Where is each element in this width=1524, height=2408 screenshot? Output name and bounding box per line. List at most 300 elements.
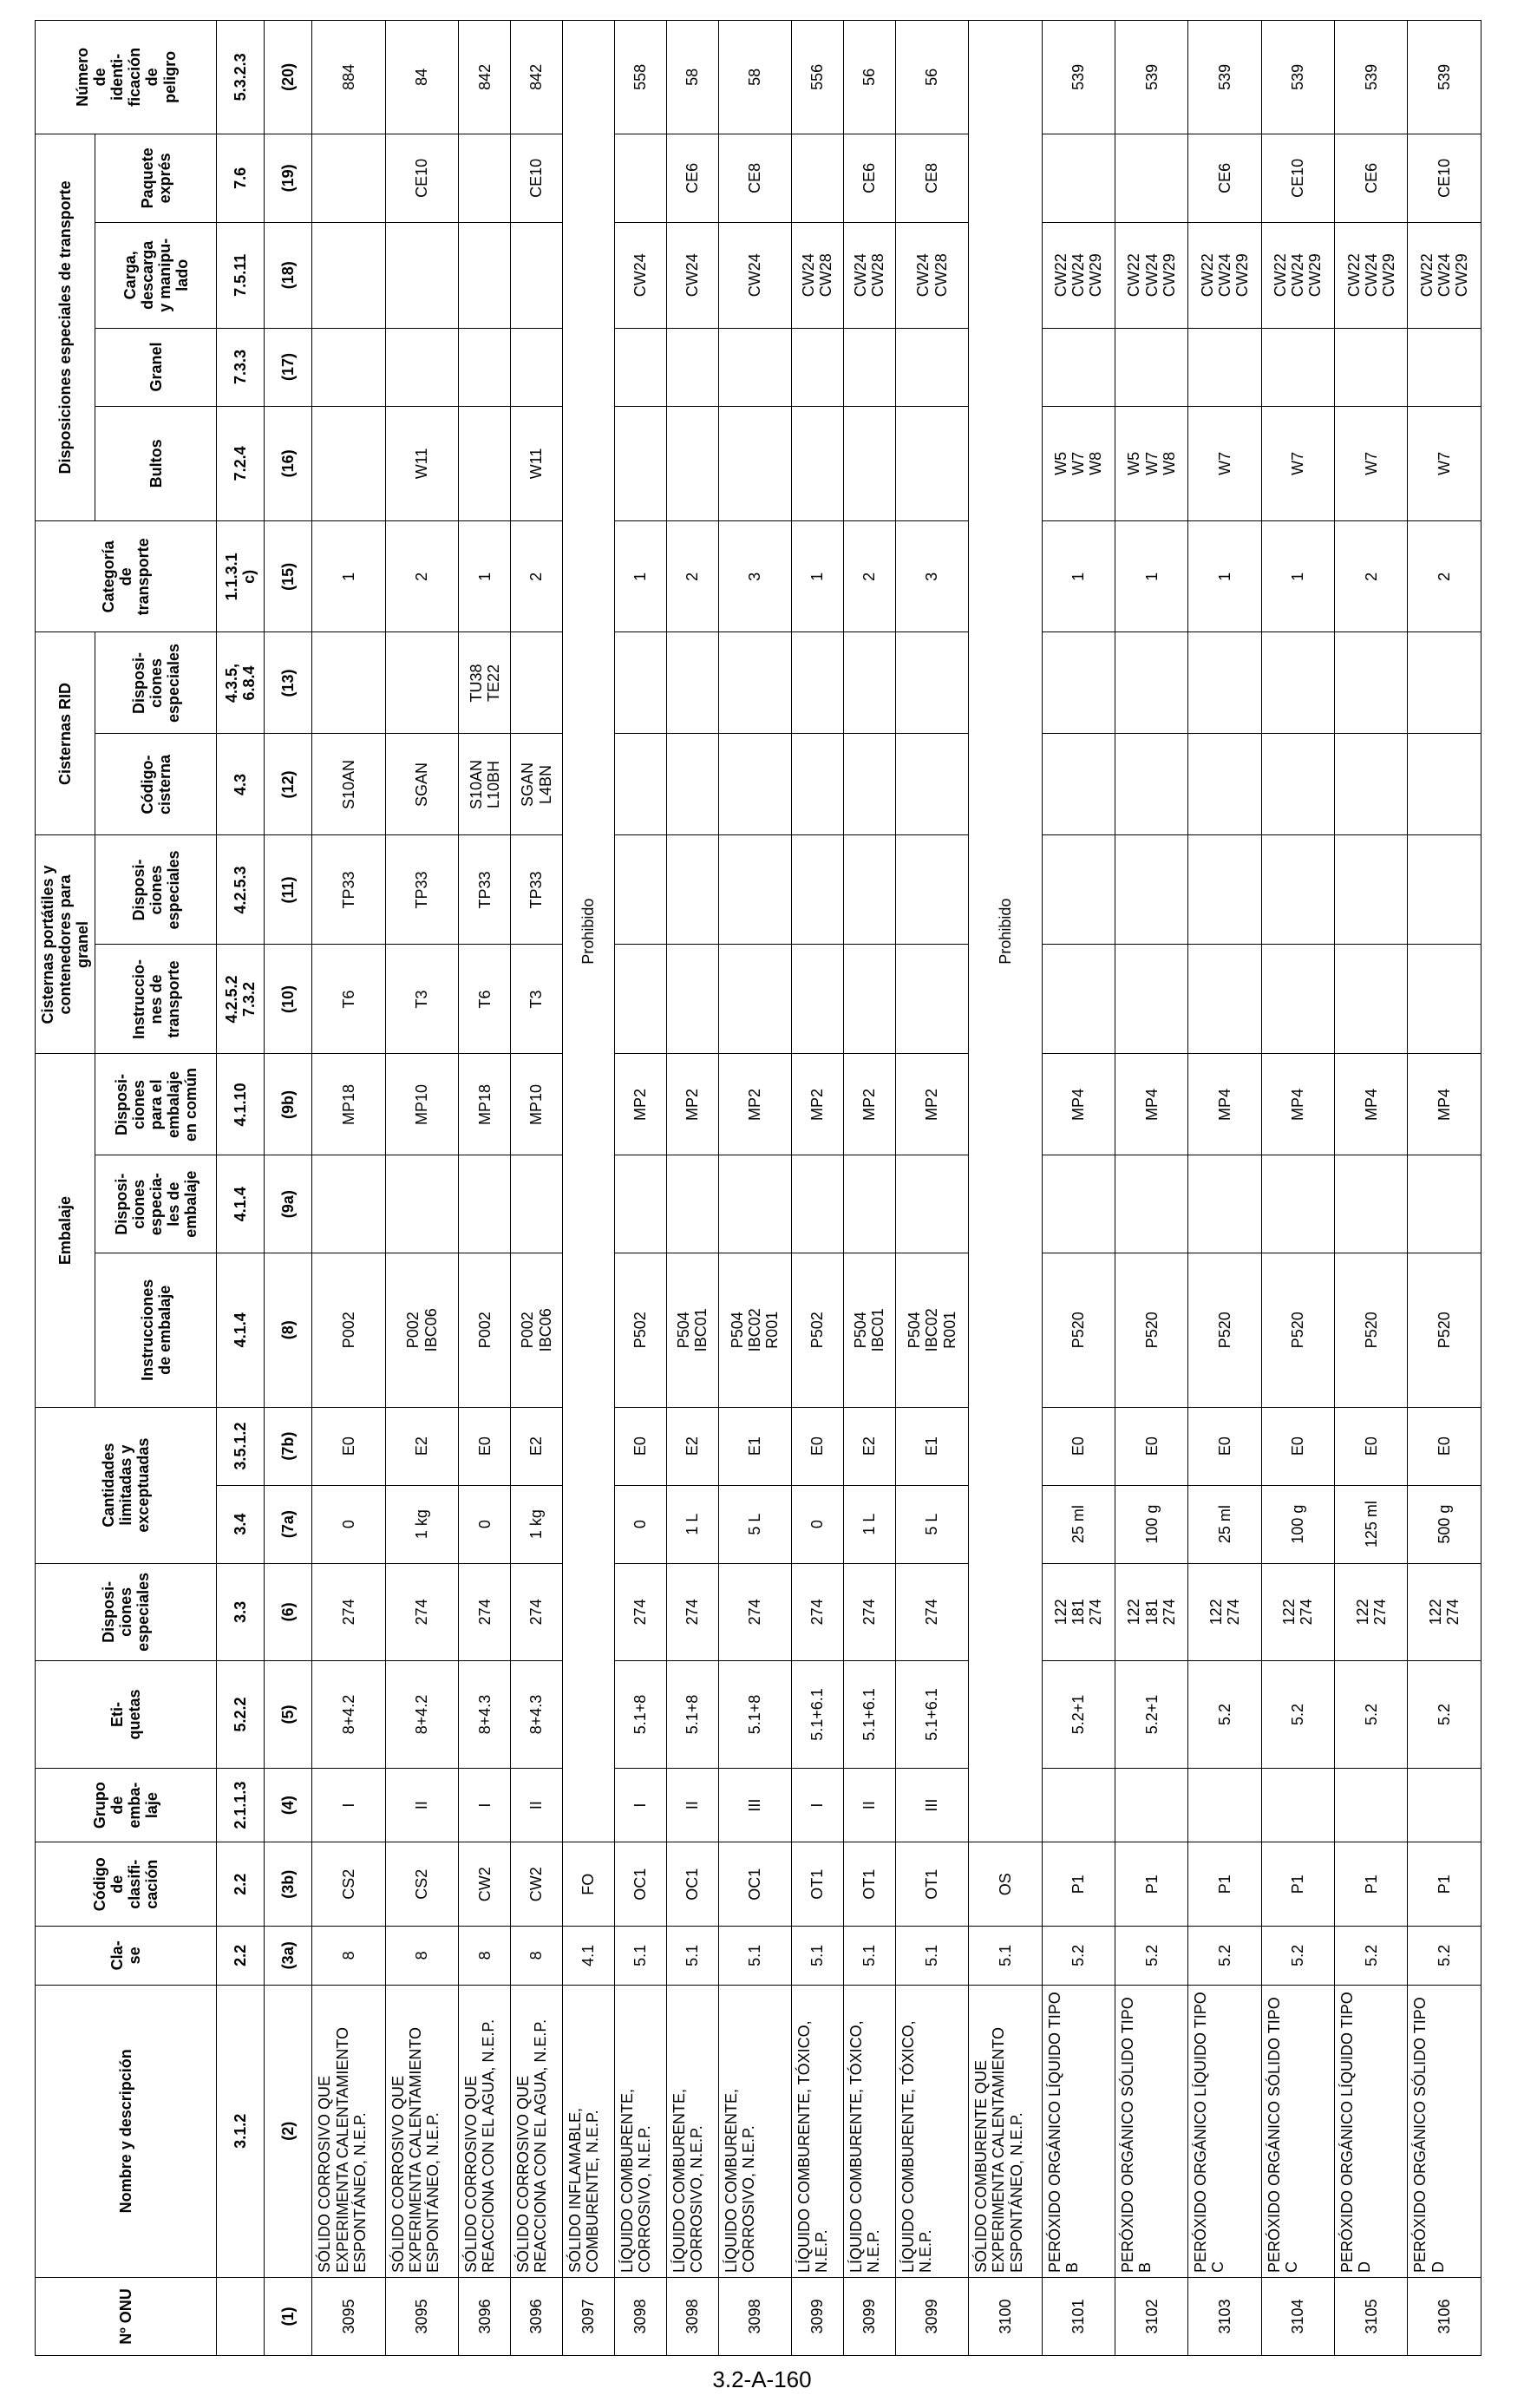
header-categoria: Categoría de transporte bbox=[36, 521, 217, 632]
header-cantidades: Cantidades limitadas y exceptuadas bbox=[36, 1407, 217, 1563]
cell-c16: W5 W7 W8 bbox=[1115, 406, 1187, 521]
cell-c13 bbox=[1115, 632, 1187, 734]
cell-c19 bbox=[614, 134, 666, 222]
cell-c17 bbox=[511, 328, 563, 406]
reference-cell: 4.3 bbox=[217, 734, 265, 835]
cell-c8: P002 IBC06 bbox=[385, 1253, 458, 1407]
header-disp-esp: Disposi- ciones especiales bbox=[36, 1563, 217, 1660]
un-number-cell: 3098 bbox=[718, 2278, 791, 2356]
cell-c9a bbox=[843, 1155, 895, 1253]
cell-c7a: 5 L bbox=[895, 1485, 968, 1563]
cell-c11: TP33 bbox=[511, 835, 563, 945]
cell-c11 bbox=[666, 835, 718, 945]
reference-cell: 7.6 bbox=[217, 134, 265, 222]
cell-c12 bbox=[1408, 734, 1481, 835]
cell-c19 bbox=[1042, 134, 1115, 222]
un-number-cell: 3102 bbox=[1115, 2278, 1187, 2356]
un-number-cell: 3096 bbox=[459, 2278, 511, 2356]
cell-c7b: E2 bbox=[511, 1407, 563, 1485]
cell-c3b: P1 bbox=[1042, 1842, 1115, 1927]
cell-c4 bbox=[1188, 1768, 1261, 1842]
cell-c6: 274 bbox=[792, 1563, 844, 1660]
cell-c7b: E0 bbox=[1115, 1407, 1187, 1485]
un-number-cell: 3099 bbox=[895, 2278, 968, 2356]
cell-c7b: E0 bbox=[459, 1407, 511, 1485]
table-row bbox=[969, 21, 1042, 2356]
cell-c13 bbox=[511, 632, 563, 734]
cell-c9a bbox=[1042, 1155, 1115, 1253]
cell-c4 bbox=[1335, 1768, 1408, 1842]
cell-c16 bbox=[895, 406, 968, 521]
cell-c13 bbox=[312, 632, 385, 734]
cell-c7a: 25 ml bbox=[1042, 1485, 1115, 1563]
class-cell: 5.1 bbox=[792, 1927, 844, 1985]
cell-c5: 5.2+1 bbox=[1042, 1661, 1115, 1769]
cell-c3b: P1 bbox=[1408, 1842, 1481, 1927]
cell-c11 bbox=[895, 835, 968, 945]
reference-cell: 7.5.11 bbox=[217, 223, 265, 328]
cell-c4 bbox=[1042, 1768, 1115, 1842]
header-peligro: Número de identi- ficación de peligro bbox=[36, 21, 217, 134]
cell-c12 bbox=[1261, 734, 1334, 835]
reference-cell: 7.3.3 bbox=[217, 328, 265, 406]
cell-c9b: MP2 bbox=[718, 1054, 791, 1155]
column-number-cell: (19) bbox=[265, 134, 312, 222]
name-cell: SÓLIDO CORROSIVO QUE EXPERIMENTA CALENTAMIENTO ESPONTÁNEO, N.E.P. bbox=[312, 1985, 385, 2277]
header-disp-esp-rid: Disposi- ciones especiales bbox=[95, 632, 217, 734]
cell-c3b: OT1 bbox=[895, 1842, 968, 1927]
cell-c5: 5.2 bbox=[1261, 1661, 1334, 1769]
cell-c7a: 1 kg bbox=[511, 1485, 563, 1563]
cell-c11: TP33 bbox=[312, 835, 385, 945]
cell-c7b: E1 bbox=[718, 1407, 791, 1485]
column-number-cell: (1) bbox=[265, 2278, 312, 2356]
column-number-cell: (4) bbox=[265, 1768, 312, 1842]
cell-c20: 58 bbox=[666, 21, 718, 134]
class-cell: 5.1 bbox=[666, 1927, 718, 1985]
cell-c11 bbox=[718, 835, 791, 945]
cell-c7a: 25 ml bbox=[1188, 1485, 1261, 1563]
cell-c9b: MP4 bbox=[1335, 1054, 1408, 1155]
header-cisternas-port: Cisternas portátiles y contenedores para granel bbox=[36, 835, 95, 1054]
cell-c5: 8+4.2 bbox=[385, 1661, 458, 1769]
cell-c17 bbox=[1115, 328, 1187, 406]
class-cell: 5.2 bbox=[1335, 1927, 1408, 1985]
cell-c8: P002 bbox=[312, 1253, 385, 1407]
table-row bbox=[614, 21, 666, 2356]
column-number-cell: (16) bbox=[265, 406, 312, 521]
class-cell: 8 bbox=[385, 1927, 458, 1985]
cell-c15: 2 bbox=[1408, 521, 1481, 632]
class-cell: 8 bbox=[312, 1927, 385, 1985]
cell-c11: TP33 bbox=[459, 835, 511, 945]
header-grupo: Grupo de emba- laje bbox=[36, 1768, 217, 1842]
reference-cell: 3.3 bbox=[217, 1563, 265, 1660]
un-number-cell: 3097 bbox=[563, 2278, 615, 2356]
cell-c10 bbox=[718, 945, 791, 1054]
cell-c3b: P1 bbox=[1188, 1842, 1261, 1927]
cell-c12: S10AN L10BH bbox=[459, 734, 511, 835]
cell-c3b: CW2 bbox=[511, 1842, 563, 1927]
cell-c8: P520 bbox=[1335, 1253, 1408, 1407]
cell-c7b: E0 bbox=[312, 1407, 385, 1485]
cell-c9a bbox=[1115, 1155, 1187, 1253]
cell-c17 bbox=[1335, 328, 1408, 406]
cell-c5: 5.2 bbox=[1408, 1661, 1481, 1769]
cell-c9b: MP10 bbox=[511, 1054, 563, 1155]
cell-c17 bbox=[1408, 328, 1481, 406]
cell-c7b: E1 bbox=[895, 1407, 968, 1485]
column-number-cell: (15) bbox=[265, 521, 312, 632]
classification-code-cell: OS bbox=[969, 1842, 1042, 1927]
cell-c15: 3 bbox=[718, 521, 791, 632]
cell-c12 bbox=[718, 734, 791, 835]
cell-c3b: OC1 bbox=[614, 1842, 666, 1927]
table-row bbox=[312, 21, 385, 2356]
cell-c9a bbox=[792, 1155, 844, 1253]
cell-c7b: E0 bbox=[1335, 1407, 1408, 1485]
column-number-cell: (9b) bbox=[265, 1054, 312, 1155]
cell-c18 bbox=[459, 223, 511, 328]
reference-cell: 5.3.2.3 bbox=[217, 21, 265, 134]
cell-c20: 539 bbox=[1042, 21, 1115, 134]
cell-c18: CW22 CW24 CW29 bbox=[1335, 223, 1408, 328]
cell-c5: 8+4.3 bbox=[459, 1661, 511, 1769]
header-name: Nombre y descripción bbox=[36, 1985, 217, 2277]
cell-c12 bbox=[666, 734, 718, 835]
header-codigo: Código de clasifi- cación bbox=[36, 1842, 217, 1927]
cell-c4: II bbox=[843, 1768, 895, 1842]
prohibited-cell: Prohibido bbox=[969, 21, 1042, 1842]
cell-c11 bbox=[792, 835, 844, 945]
cell-c12 bbox=[1335, 734, 1408, 835]
cell-c15: 2 bbox=[843, 521, 895, 632]
un-number-cell: 3103 bbox=[1188, 2278, 1261, 2356]
cell-c11 bbox=[1408, 835, 1481, 945]
column-number-row bbox=[265, 21, 312, 2356]
header-cisternas-rid: Cisternas RID bbox=[36, 632, 95, 835]
column-number-cell: (8) bbox=[265, 1253, 312, 1407]
class-cell: 5.1 bbox=[718, 1927, 791, 1985]
cell-c5: 5.1+8 bbox=[614, 1661, 666, 1769]
class-cell: 5.2 bbox=[1188, 1927, 1261, 1985]
column-number-cell: (3a) bbox=[265, 1927, 312, 1985]
name-cell: LÍQUIDO COMBURENTE, TÓXICO, N.E.P. bbox=[843, 1985, 895, 2277]
cell-c7a: 125 ml bbox=[1335, 1485, 1408, 1563]
cell-c11: TP33 bbox=[385, 835, 458, 945]
cell-c9a bbox=[385, 1155, 458, 1253]
cell-c15: 1 bbox=[614, 521, 666, 632]
un-number-cell: 3104 bbox=[1261, 2278, 1334, 2356]
cell-c7a: 5 L bbox=[718, 1485, 791, 1563]
cell-c19 bbox=[1115, 134, 1187, 222]
cell-c13 bbox=[666, 632, 718, 734]
cell-c4 bbox=[1261, 1768, 1334, 1842]
cell-c12 bbox=[1115, 734, 1187, 835]
cell-c15: 3 bbox=[895, 521, 968, 632]
cell-c7a: 1 L bbox=[666, 1485, 718, 1563]
table-row bbox=[1188, 21, 1261, 2356]
cell-c20: 539 bbox=[1188, 21, 1261, 134]
cell-c10 bbox=[1261, 945, 1334, 1054]
cell-c3b: CW2 bbox=[459, 1842, 511, 1927]
cell-c12: SGAN L4BN bbox=[511, 734, 563, 835]
cell-c12 bbox=[843, 734, 895, 835]
cell-c13 bbox=[1335, 632, 1408, 734]
cell-c6: 274 bbox=[511, 1563, 563, 1660]
cell-c16 bbox=[666, 406, 718, 521]
cell-c10 bbox=[1335, 945, 1408, 1054]
column-number-cell: (18) bbox=[265, 223, 312, 328]
name-cell: SÓLIDO CORROSIVO QUE EXPERIMENTA CALENTAMIENTO ESPONTÁNEO, N.E.P. bbox=[385, 1985, 458, 2277]
cell-c8: P502 bbox=[792, 1253, 844, 1407]
name-cell: LÍQUIDO COMBURENTE, CORROSIVO, N.E.P. bbox=[614, 1985, 666, 2277]
cell-c15: 1 bbox=[1115, 521, 1187, 632]
cell-c19: CE8 bbox=[895, 134, 968, 222]
cell-c13 bbox=[718, 632, 791, 734]
cell-c7a: 100 g bbox=[1261, 1485, 1334, 1563]
column-number-cell: (17) bbox=[265, 328, 312, 406]
class-cell: 8 bbox=[459, 1927, 511, 1985]
cell-c7b: E0 bbox=[1188, 1407, 1261, 1485]
cell-c19: CE10 bbox=[1261, 134, 1334, 222]
cell-c5: 5.1+6.1 bbox=[895, 1661, 968, 1769]
cell-c10 bbox=[1188, 945, 1261, 1054]
reference-cell: 4.2.5.3 bbox=[217, 835, 265, 945]
cell-c10 bbox=[895, 945, 968, 1054]
cell-c8: P520 bbox=[1115, 1253, 1187, 1407]
cell-c6: 274 bbox=[718, 1563, 791, 1660]
table-row bbox=[792, 21, 844, 2356]
cell-c8: P002 bbox=[459, 1253, 511, 1407]
cell-c18: CW24 CW28 bbox=[843, 223, 895, 328]
cell-c9b: MP4 bbox=[1115, 1054, 1187, 1155]
cell-c18: CW22 CW24 CW29 bbox=[1408, 223, 1481, 328]
cell-c7a: 0 bbox=[459, 1485, 511, 1563]
cell-c9b: MP4 bbox=[1408, 1054, 1481, 1155]
reference-cell: 4.2.5.2 7.3.2 bbox=[217, 945, 265, 1054]
name-cell: PERÓXIDO ORGÁNICO LÍQUIDO TIPO D bbox=[1335, 1985, 1408, 2277]
cell-c5: 5.1+6.1 bbox=[843, 1661, 895, 1769]
header-instr-emb: Instrucciones de embalaje bbox=[95, 1253, 217, 1407]
header-bultos: Bultos bbox=[95, 406, 217, 521]
un-number-cell: 3095 bbox=[312, 2278, 385, 2356]
un-number-cell: 3106 bbox=[1408, 2278, 1481, 2356]
cell-c19: CE10 bbox=[511, 134, 563, 222]
name-cell: LÍQUIDO COMBURENTE, TÓXICO, N.E.P. bbox=[895, 1985, 968, 2277]
cell-c13 bbox=[1408, 632, 1481, 734]
cell-c16: W7 bbox=[1261, 406, 1334, 521]
cell-c7a: 0 bbox=[792, 1485, 844, 1563]
cell-c20: 558 bbox=[614, 21, 666, 134]
cell-c9a bbox=[1408, 1155, 1481, 1253]
cell-c5: 5.2 bbox=[1188, 1661, 1261, 1769]
reference-cell: 5.2.2 bbox=[217, 1661, 265, 1769]
cell-c20: 884 bbox=[312, 21, 385, 134]
cell-c19: CE10 bbox=[385, 134, 458, 222]
column-number-cell: (6) bbox=[265, 1563, 312, 1660]
cell-c18: CW22 CW24 CW29 bbox=[1115, 223, 1187, 328]
cell-c16: W7 bbox=[1335, 406, 1408, 521]
cell-c7a: 100 g bbox=[1115, 1485, 1187, 1563]
cell-c6: 122 181 274 bbox=[1115, 1563, 1187, 1660]
cell-c11 bbox=[843, 835, 895, 945]
cell-c19: CE6 bbox=[1188, 134, 1261, 222]
class-cell: 4.1 bbox=[563, 1927, 615, 1985]
cell-c19 bbox=[312, 134, 385, 222]
cell-c17 bbox=[895, 328, 968, 406]
cell-c15: 2 bbox=[666, 521, 718, 632]
cell-c6: 274 bbox=[614, 1563, 666, 1660]
cell-c6: 274 bbox=[895, 1563, 968, 1660]
cell-c19: CE6 bbox=[843, 134, 895, 222]
cell-c9b: MP4 bbox=[1188, 1054, 1261, 1155]
cell-c9a bbox=[511, 1155, 563, 1253]
cell-c11 bbox=[614, 835, 666, 945]
cell-c12 bbox=[614, 734, 666, 835]
cell-c7a: 500 g bbox=[1408, 1485, 1481, 1563]
table-row bbox=[843, 21, 895, 2356]
name-cell: PERÓXIDO ORGÁNICO SÓLIDO TIPO D bbox=[1408, 1985, 1481, 2277]
class-cell: 5.1 bbox=[614, 1927, 666, 1985]
cell-c4: II bbox=[511, 1768, 563, 1842]
cell-c5: 8+4.2 bbox=[312, 1661, 385, 1769]
cell-c9b: MP4 bbox=[1261, 1054, 1334, 1155]
cell-c6: 122 274 bbox=[1408, 1563, 1481, 1660]
cell-c9a bbox=[1188, 1155, 1261, 1253]
un-number-cell: 3099 bbox=[843, 2278, 895, 2356]
column-number-cell: (13) bbox=[265, 632, 312, 734]
cell-c15: 1 bbox=[459, 521, 511, 632]
cell-c15: 1 bbox=[792, 521, 844, 632]
cell-c17 bbox=[718, 328, 791, 406]
cell-c4: III bbox=[718, 1768, 791, 1842]
cell-c5: 5.2 bbox=[1335, 1661, 1408, 1769]
cell-c6: 122 274 bbox=[1335, 1563, 1408, 1660]
cell-c10 bbox=[614, 945, 666, 1054]
cell-c12 bbox=[895, 734, 968, 835]
cell-c17 bbox=[666, 328, 718, 406]
cell-c8: P520 bbox=[1261, 1253, 1334, 1407]
name-cell: LÍQUIDO COMBURENTE, CORROSIVO, N.E.P. bbox=[718, 1985, 791, 2277]
cell-c8: P504 IBC01 bbox=[666, 1253, 718, 1407]
reference-cell: 4.1.4 bbox=[217, 1253, 265, 1407]
cell-c10 bbox=[1408, 945, 1481, 1054]
column-number-cell: (5) bbox=[265, 1661, 312, 1769]
cell-c13 bbox=[895, 632, 968, 734]
cell-c16: W7 bbox=[1408, 406, 1481, 521]
rotated-table-container bbox=[35, 20, 1481, 2356]
cell-c6: 274 bbox=[843, 1563, 895, 1660]
cell-c8: P504 IBC02 R001 bbox=[718, 1253, 791, 1407]
cell-c20: 58 bbox=[718, 21, 791, 134]
header-codigo-cist: Código- cisterna bbox=[95, 734, 217, 835]
cell-c11 bbox=[1188, 835, 1261, 945]
cell-c4: III bbox=[895, 1768, 968, 1842]
name-cell: SÓLIDO CORROSIVO QUE REACCIONA CON EL AGUA, N.E.P. bbox=[511, 1985, 563, 2277]
cell-c17 bbox=[1188, 328, 1261, 406]
name-cell: SÓLIDO INFLAMABLE, COMBURENTE, N.E.P. bbox=[563, 1985, 615, 2277]
cell-c4: I bbox=[459, 1768, 511, 1842]
cell-c8: P520 bbox=[1408, 1253, 1481, 1407]
table-row bbox=[511, 21, 563, 2356]
cell-c19 bbox=[792, 134, 844, 222]
cell-c9a bbox=[1335, 1155, 1408, 1253]
reference-cell: 3.4 bbox=[217, 1485, 265, 1563]
cell-c18: CW24 bbox=[718, 223, 791, 328]
cell-c16 bbox=[459, 406, 511, 521]
cell-c11 bbox=[1115, 835, 1187, 945]
cell-c19 bbox=[459, 134, 511, 222]
column-number-cell: (12) bbox=[265, 734, 312, 835]
column-number-cell: (7a) bbox=[265, 1485, 312, 1563]
cell-c10 bbox=[666, 945, 718, 1054]
cell-c18: CW24 bbox=[614, 223, 666, 328]
column-number-cell: (7b) bbox=[265, 1407, 312, 1485]
cell-c17 bbox=[385, 328, 458, 406]
cell-c13 bbox=[792, 632, 844, 734]
cell-c4: I bbox=[792, 1768, 844, 1842]
reference-cell: 4.3.5, 6.8.4 bbox=[217, 632, 265, 734]
column-number-cell: (20) bbox=[265, 21, 312, 134]
cell-c16 bbox=[792, 406, 844, 521]
cell-c10 bbox=[1042, 945, 1115, 1054]
cell-c4 bbox=[1408, 1768, 1481, 1842]
cell-c7b: E0 bbox=[614, 1407, 666, 1485]
table-row bbox=[718, 21, 791, 2356]
header-clase: Cla- se bbox=[36, 1927, 217, 1985]
cell-c7a: 0 bbox=[614, 1485, 666, 1563]
cell-c10 bbox=[792, 945, 844, 1054]
cell-c16 bbox=[312, 406, 385, 521]
cell-c13 bbox=[385, 632, 458, 734]
table-body bbox=[312, 21, 1481, 2356]
reference-cell: 2.2 bbox=[217, 1842, 265, 1927]
cell-c11 bbox=[1335, 835, 1408, 945]
cell-c16 bbox=[718, 406, 791, 521]
cell-c16 bbox=[614, 406, 666, 521]
cell-c7b: E2 bbox=[385, 1407, 458, 1485]
name-cell: PERÓXIDO ORGÁNICO LÍQUIDO TIPO B bbox=[1042, 1985, 1115, 2277]
name-cell: PERÓXIDO ORGÁNICO SÓLIDO TIPO C bbox=[1261, 1985, 1334, 2277]
cell-c12: SGAN bbox=[385, 734, 458, 835]
cell-c12: S10AN bbox=[312, 734, 385, 835]
table-row bbox=[563, 21, 615, 2356]
cell-c16: W11 bbox=[385, 406, 458, 521]
cell-c9b: MP2 bbox=[843, 1054, 895, 1155]
cell-c6: 122 181 274 bbox=[1042, 1563, 1115, 1660]
reference-cell: 7.2.4 bbox=[217, 406, 265, 521]
cell-c4: I bbox=[614, 1768, 666, 1842]
cell-c19: CE6 bbox=[666, 134, 718, 222]
header-etiquetas: Eti- quetas bbox=[36, 1661, 217, 1769]
reference-cell: 4.1.10 bbox=[217, 1054, 265, 1155]
table-row bbox=[1335, 21, 1408, 2356]
cell-c12 bbox=[1042, 734, 1115, 835]
un-number-cell: 3095 bbox=[385, 2278, 458, 2356]
reference-cell: 2.1.1.3 bbox=[217, 1768, 265, 1842]
cell-c19: CE10 bbox=[1408, 134, 1481, 222]
prohibited-cell: Prohibido bbox=[563, 21, 615, 1842]
cell-c5: 5.1+8 bbox=[666, 1661, 718, 1769]
cell-c9a bbox=[459, 1155, 511, 1253]
class-cell: 5.2 bbox=[1261, 1927, 1334, 1985]
page-number: 3.2-A-160 bbox=[712, 2366, 812, 2392]
column-number-cell: (2) bbox=[265, 1985, 312, 2277]
cell-c9a bbox=[666, 1155, 718, 1253]
cell-c7b: E0 bbox=[792, 1407, 844, 1485]
header-granel: Granel bbox=[95, 328, 217, 406]
